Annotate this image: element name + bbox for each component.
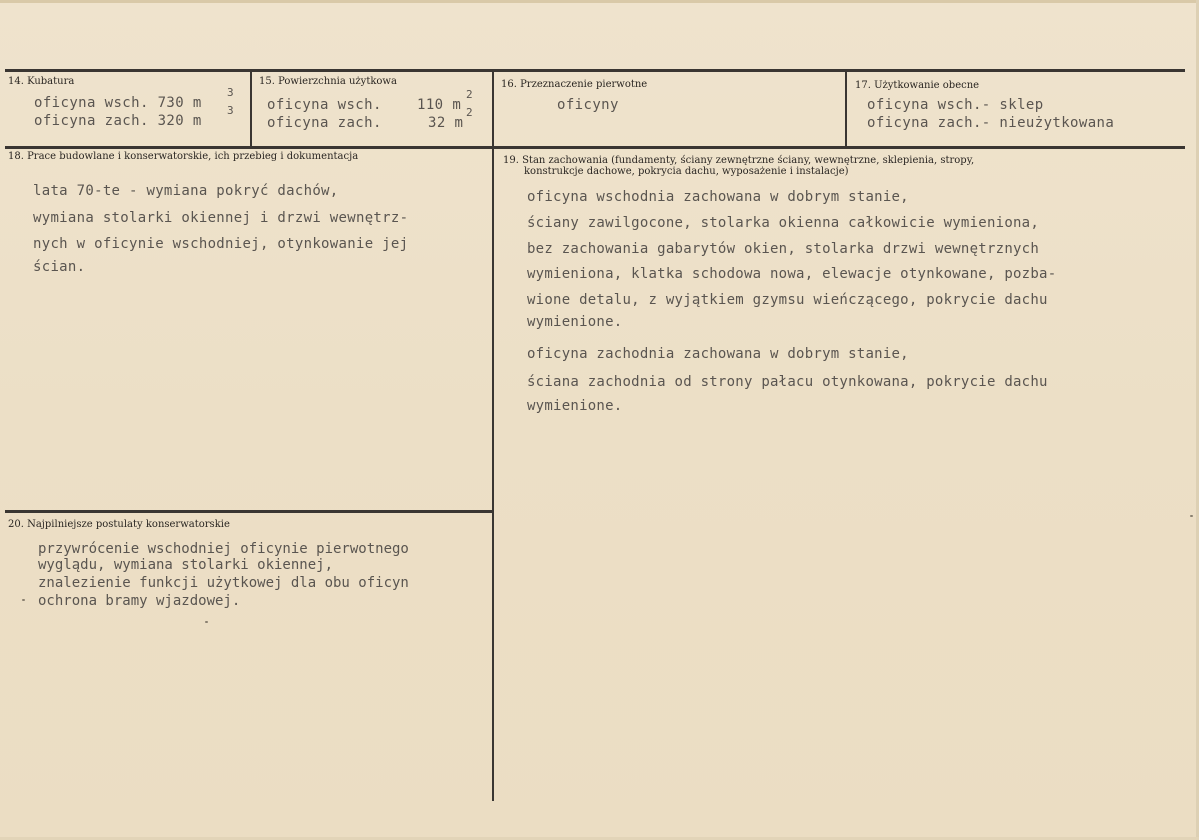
field-16-label: 16. Przeznaczenie pierwotne	[501, 79, 648, 90]
field-20-line-1: przywrócenie wschodniej oficynie pierwotnego	[38, 541, 409, 557]
divider-14-15	[250, 71, 252, 147]
field-19-p1-line-3: bez zachowania gabarytów okien, stolarka drzwi wewnętrznych	[527, 241, 1040, 257]
field-18-line-2: wymiana stolarki okiennej i drzwi wewnętrz-	[33, 210, 409, 226]
field-15-line-2-name: oficyna zach.	[267, 115, 382, 131]
field-19-p1-line-2: ściany zawilgocone, stolarka okienna całkowicie wymieniona,	[527, 215, 1040, 231]
field-15-sup-1: 2	[466, 88, 473, 101]
field-15-sup-2: 2	[466, 106, 473, 119]
paper-speck	[22, 599, 25, 601]
field-19-p1-line-6: wymienione.	[527, 314, 623, 330]
field-16-value: oficyny	[557, 97, 619, 113]
field-15-line-2-value: 32 m	[428, 115, 464, 131]
field-17-label: 17. Użytkowanie obecne	[855, 80, 980, 91]
paper-speck	[205, 621, 208, 623]
field-19-p1-line-4: wymieniona, klatka schodowa nowa, elewacje otynkowane, pozba-	[527, 266, 1057, 282]
field-19-p2-line-3: wymienione.	[527, 398, 623, 414]
field-20-label: 20. Najpilniejsze postulaty konserwatorskie	[8, 519, 230, 530]
divider-16-17	[845, 71, 847, 147]
field-14-line-1: oficyna wsch. 730 m	[34, 95, 202, 111]
field-19-p2-line-2: ściana zachodnia od strony pałacu otynkowana, pokrycie dachu	[527, 374, 1048, 390]
field-19-p1-line-1: oficyna wschodnia zachowana w dobrym stanie,	[527, 189, 909, 205]
section-20-rule	[5, 510, 494, 513]
field-14-line-2: oficyna zach. 320 m	[34, 113, 202, 129]
field-14-label: 14. Kubatura	[8, 76, 75, 87]
middle-rule	[5, 146, 1185, 149]
divider-15-16	[492, 71, 494, 801]
field-19-label-line-1: 19. Stan zachowania (fundamenty, ściany zewnętrzne ściany, wewnętrzne, sklepienia, stropy,	[503, 155, 975, 166]
field-15-line-1-value: 110 m	[417, 97, 462, 113]
field-17-line-1: oficyna wsch.- sklep	[867, 97, 1044, 113]
paper-speck	[1190, 515, 1193, 517]
field-18-label: 18. Prace budowlane i konserwatorskie, ich przebieg i dokumentacja	[8, 151, 359, 162]
field-20-line-4: ochrona bramy wjazdowej.	[38, 593, 241, 609]
field-15-label: 15. Powierzchnia użytkowa	[259, 76, 397, 87]
field-19-p2-line-1: oficyna zachodnia zachowana w dobrym stanie,	[527, 346, 909, 362]
field-19-p1-line-5: wione detalu, z wyjątkiem gzymsu wieńczącego, pokrycie dachu	[527, 292, 1048, 308]
field-17-line-2: oficyna zach.- nieużytkowana	[867, 115, 1115, 131]
field-15-line-1-name: oficyna wsch.	[267, 97, 382, 113]
top-rule	[5, 69, 1185, 72]
card-edge-top	[0, 0, 1199, 3]
field-20-line-3: znalezienie funkcji użytkowej dla obu oficyn	[38, 575, 409, 591]
field-20-line-2: wyglądu, wymiana stolarki okiennej,	[38, 557, 334, 573]
field-18-line-4: ścian.	[33, 259, 86, 275]
field-14-sup-2: 3	[227, 104, 234, 117]
field-19-label-line-2: konstrukcje dachowe, pokrycia dachu, wyposażenie i instalacje)	[524, 166, 849, 177]
field-14-sup-1: 3	[227, 86, 234, 99]
field-18-line-1: lata 70-te - wymiana pokryć dachów,	[33, 183, 339, 199]
field-18-line-3: nych w oficynie wschodniej, otynkowanie jej	[33, 236, 409, 252]
